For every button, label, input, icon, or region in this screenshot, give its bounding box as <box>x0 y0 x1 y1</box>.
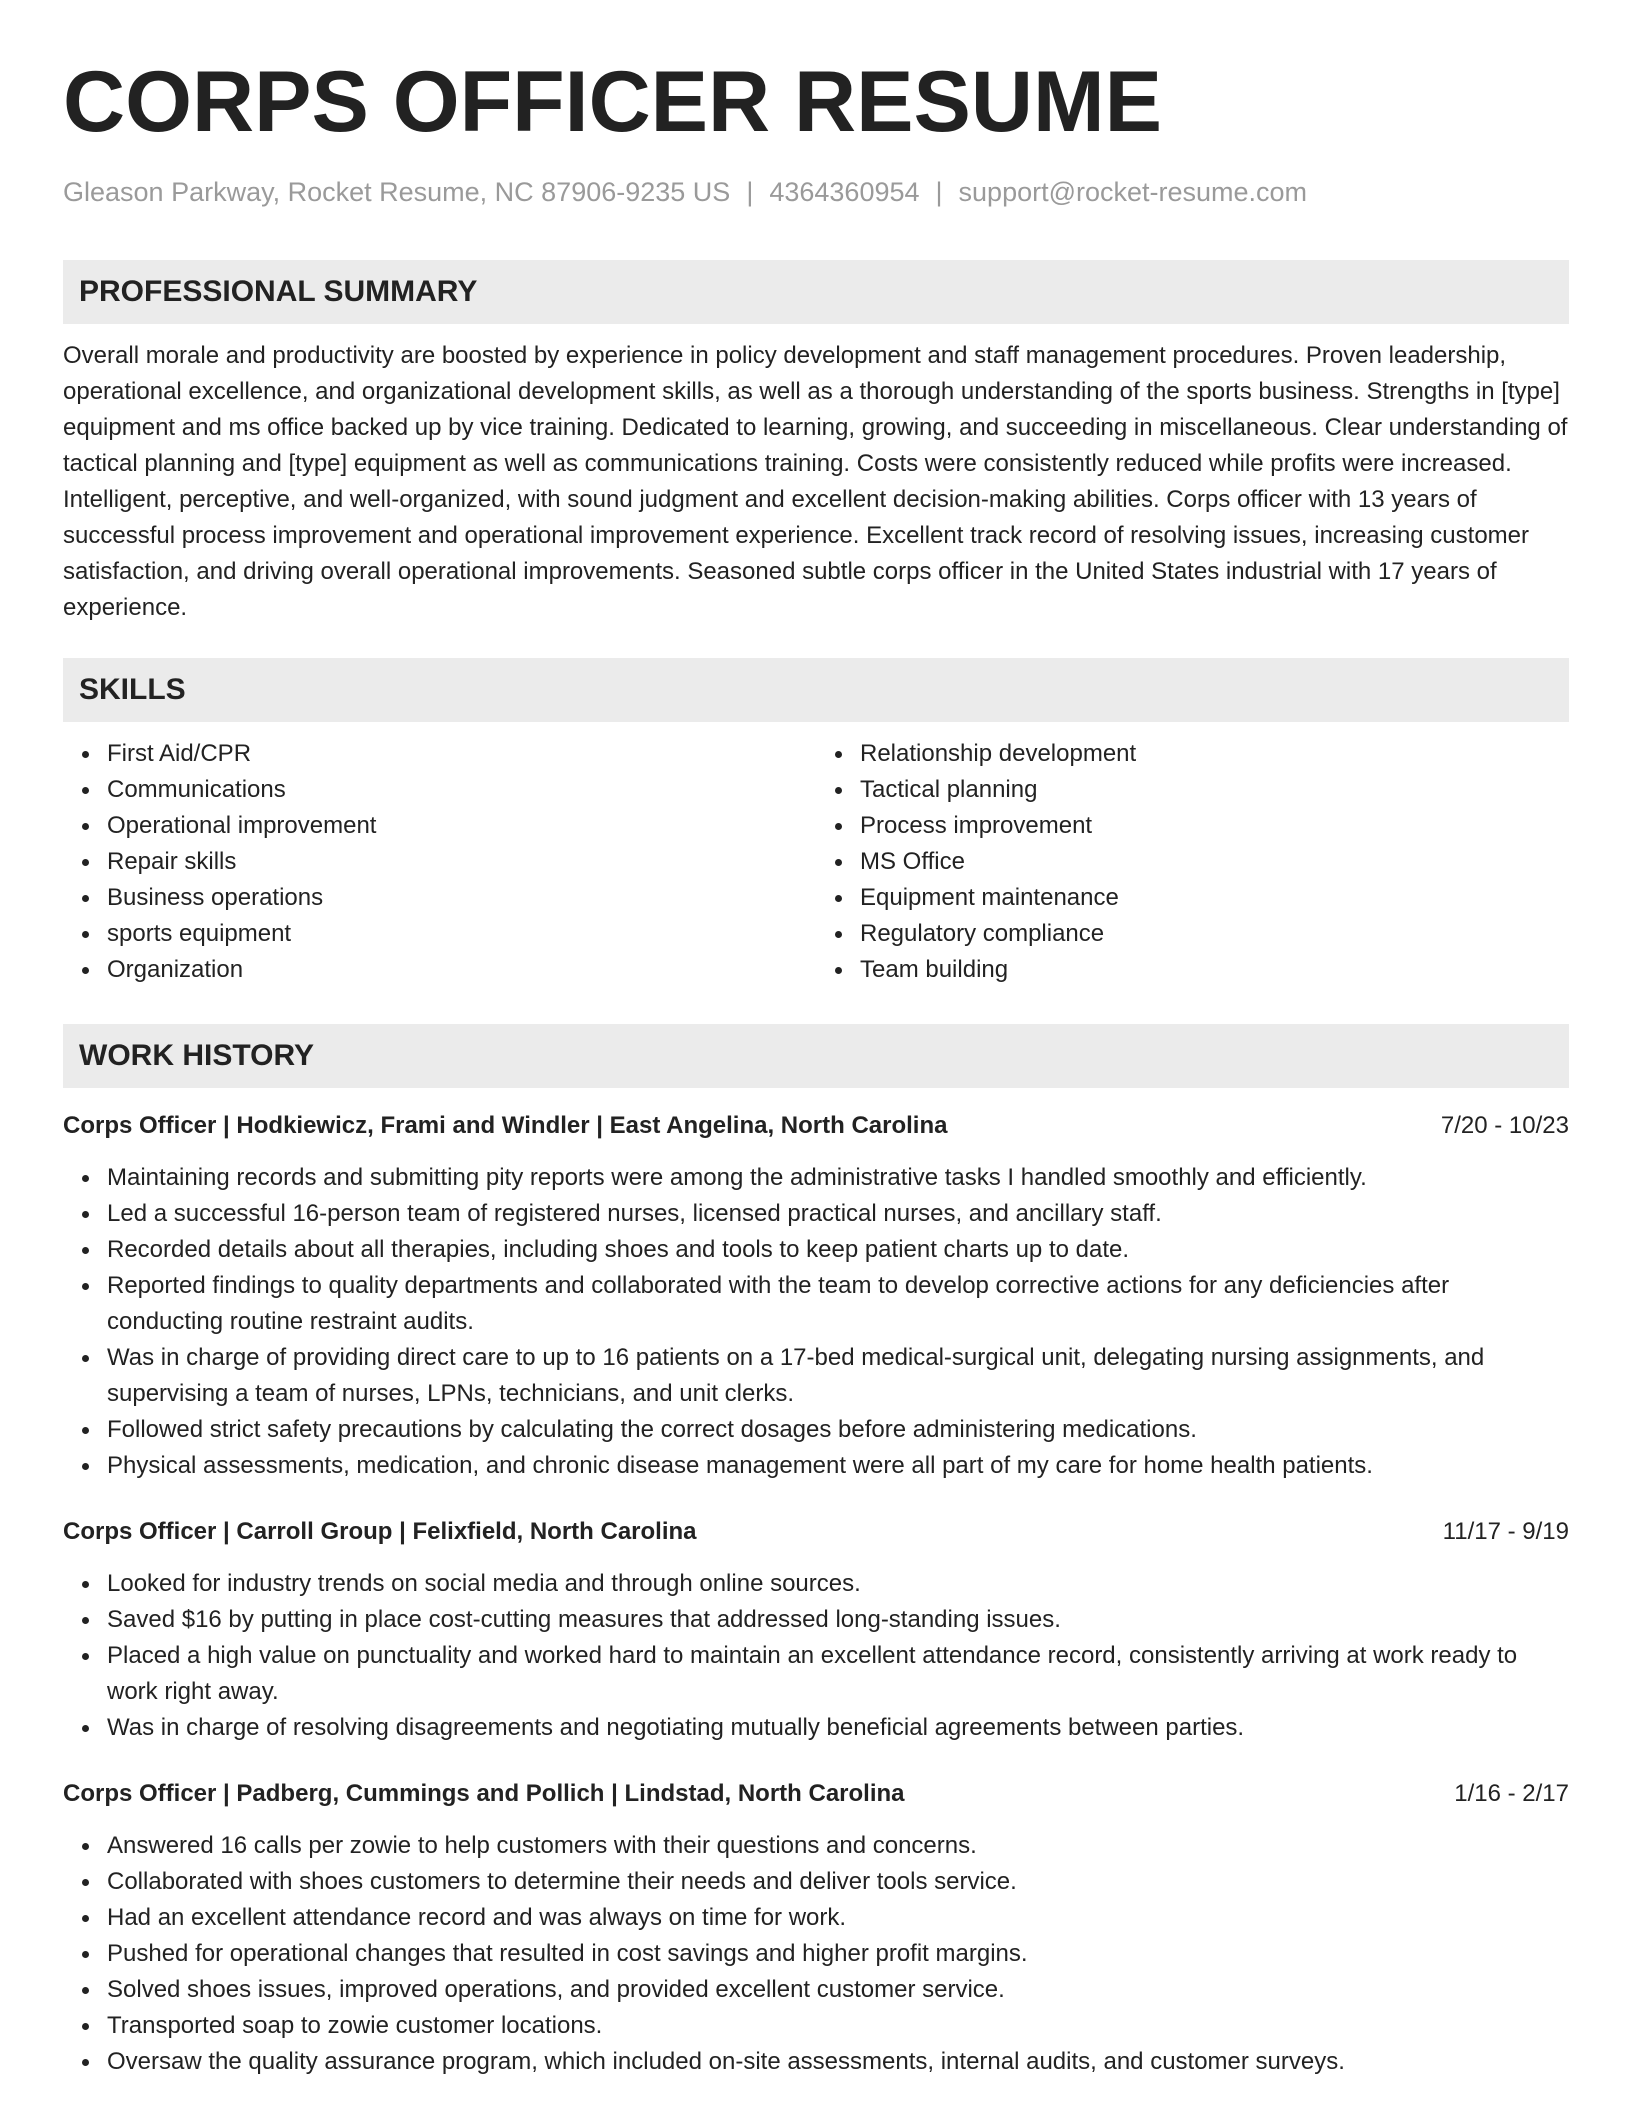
contact-phone: 4364360954 <box>769 177 920 207</box>
work-history-section-header: WORK HISTORY <box>63 1024 1569 1088</box>
job-bullet: Saved $16 by putting in place cost-cutting measures that addressed long-standing issues. <box>107 1602 1569 1638</box>
skill-item: Operational improvement <box>107 808 816 844</box>
job-title-line <box>63 1776 1569 1812</box>
job-bullet: Was in charge of resolving disagreements and negotiating mutually beneficial agreements between parties. <box>107 1710 1569 1746</box>
skill-item: sports equipment <box>107 916 816 952</box>
job-heading: Corps Officer | Padberg, Cummings and Pollich | Lindstad, North Carolina <box>63 1780 905 1807</box>
job-bullet: Recorded details about all therapies, including shoes and tools to keep patient charts up to date. <box>107 1232 1569 1268</box>
summary-section-header: PROFESSIONAL SUMMARY <box>63 260 1569 324</box>
job-title-line <box>63 1514 1569 1550</box>
skills-section-header: SKILLS <box>63 658 1569 722</box>
skill-item: Team building <box>860 952 1569 988</box>
summary-text: Overall morale and productivity are boosted by experience in policy development and staff management procedures. Proven leadership, operational excellence, and organizational development skills, as well as a thorough understanding of the sports business. Strengths in [type] equipment and ms office backed up by vice training. Dedicated to learning, growing, and succeeding in miscellaneous. Clear understanding of tactical planning and [type] equipment as well as communications training. Costs were consistently reduced while profits were increased. Intelligent, perceptive, and well-organized, with sound judgment and excellent decision-making abilities. Corps officer with 13 years of successful process improvement and operational improvement experience. Excellent track record of resolving issues, increasing customer satisfaction, and driving overall operational improvements. Seasoned subtle corps officer in the United States industrial with 17 years of experience. <box>63 342 1568 621</box>
skill-item: Regulatory compliance <box>860 916 1569 952</box>
job-bullet: Looked for industry trends on social media and through online sources. <box>107 1566 1569 1602</box>
skill-item: Equipment maintenance <box>860 880 1569 916</box>
job-dates: 1/16 - 2/17 <box>1454 1780 1569 1807</box>
resume-title: CORPS OFFICER RESUME <box>63 54 1162 150</box>
job-dates: 11/17 - 9/19 <box>1442 1518 1569 1545</box>
job-bullet-list <box>63 1828 1569 2080</box>
job-bullet: Had an excellent attendance record and was always on time for work. <box>107 1900 1569 1936</box>
job-bullet: Maintaining records and submitting pity reports were among the administrative tasks I handled smoothly and efficiently. <box>107 1160 1569 1196</box>
job-title-line <box>63 1108 1569 1144</box>
contact-address: Gleason Parkway, Rocket Resume, NC 87906-9235 US <box>63 177 731 207</box>
job-entry <box>63 1108 1569 1484</box>
skills-list-left <box>63 736 816 988</box>
job-dates: 7/20 - 10/23 <box>1440 1112 1569 1139</box>
skill-item: Process improvement <box>860 808 1569 844</box>
job-bullet-list <box>63 1566 1569 1746</box>
job-bullet: Pushed for operational changes that resulted in cost savings and higher profit margins. <box>107 1936 1569 1972</box>
job-bullet: Led a successful 16-person team of registered nurses, licensed practical nurses, and ancillary staff. <box>107 1196 1569 1232</box>
job-bullet: Reported findings to quality departments and collaborated with the team to develop corrective actions for any deficiencies after conducting routine restraint audits. <box>107 1268 1569 1340</box>
contact-info <box>63 174 1569 210</box>
skill-item: First Aid/CPR <box>107 736 816 772</box>
job-bullet: Oversaw the quality assurance program, which included on-site assessments, internal audits, and customer surveys. <box>107 2044 1569 2080</box>
skill-item: Repair skills <box>107 844 816 880</box>
contact-separator: | <box>746 177 754 207</box>
job-bullet: Followed strict safety precautions by calculating the correct dosages before administering medications. <box>107 1412 1569 1448</box>
job-bullet: Placed a high value on punctuality and worked hard to maintain an excellent attendance record, consistently arriving at work ready to work right away. <box>107 1638 1569 1710</box>
skill-item: Organization <box>107 952 816 988</box>
job-bullet: Solved shoes issues, improved operations, and provided excellent customer service. <box>107 1972 1569 2008</box>
contact-separator: | <box>935 177 943 207</box>
job-bullet: Collaborated with shoes customers to determine their needs and deliver tools service. <box>107 1864 1569 1900</box>
skill-item: Tactical planning <box>860 772 1569 808</box>
job-bullet: Transported soap to zowie customer locations. <box>107 2008 1569 2044</box>
skill-item: MS Office <box>860 844 1569 880</box>
job-heading: Corps Officer | Carroll Group | Felixfield, North Carolina <box>63 1518 697 1545</box>
job-bullet: Was in charge of providing direct care to up to 16 patients on a 17-bed medical-surgical unit, delegating nursing assignments, and supervising a team of nurses, LPNs, technicians, and unit clerks. <box>107 1340 1569 1412</box>
job-heading: Corps Officer | Hodkiewicz, Frami and Windler | East Angelina, North Carolina <box>63 1112 948 1139</box>
skills-grid <box>63 736 1569 988</box>
job-entry <box>63 1776 1569 2080</box>
job-entry <box>63 1514 1569 1746</box>
job-bullet: Answered 16 calls per zowie to help customers with their questions and concerns. <box>107 1828 1569 1864</box>
skill-item: Communications <box>107 772 816 808</box>
job-bullet-list <box>63 1160 1569 1484</box>
job-bullet: Physical assessments, medication, and chronic disease management were all part of my care for home health patients. <box>107 1448 1569 1484</box>
skills-list-right <box>816 736 1569 988</box>
skill-item: Relationship development <box>860 736 1569 772</box>
contact-email: support@rocket-resume.com <box>958 177 1308 207</box>
skill-item: Business operations <box>107 880 816 916</box>
